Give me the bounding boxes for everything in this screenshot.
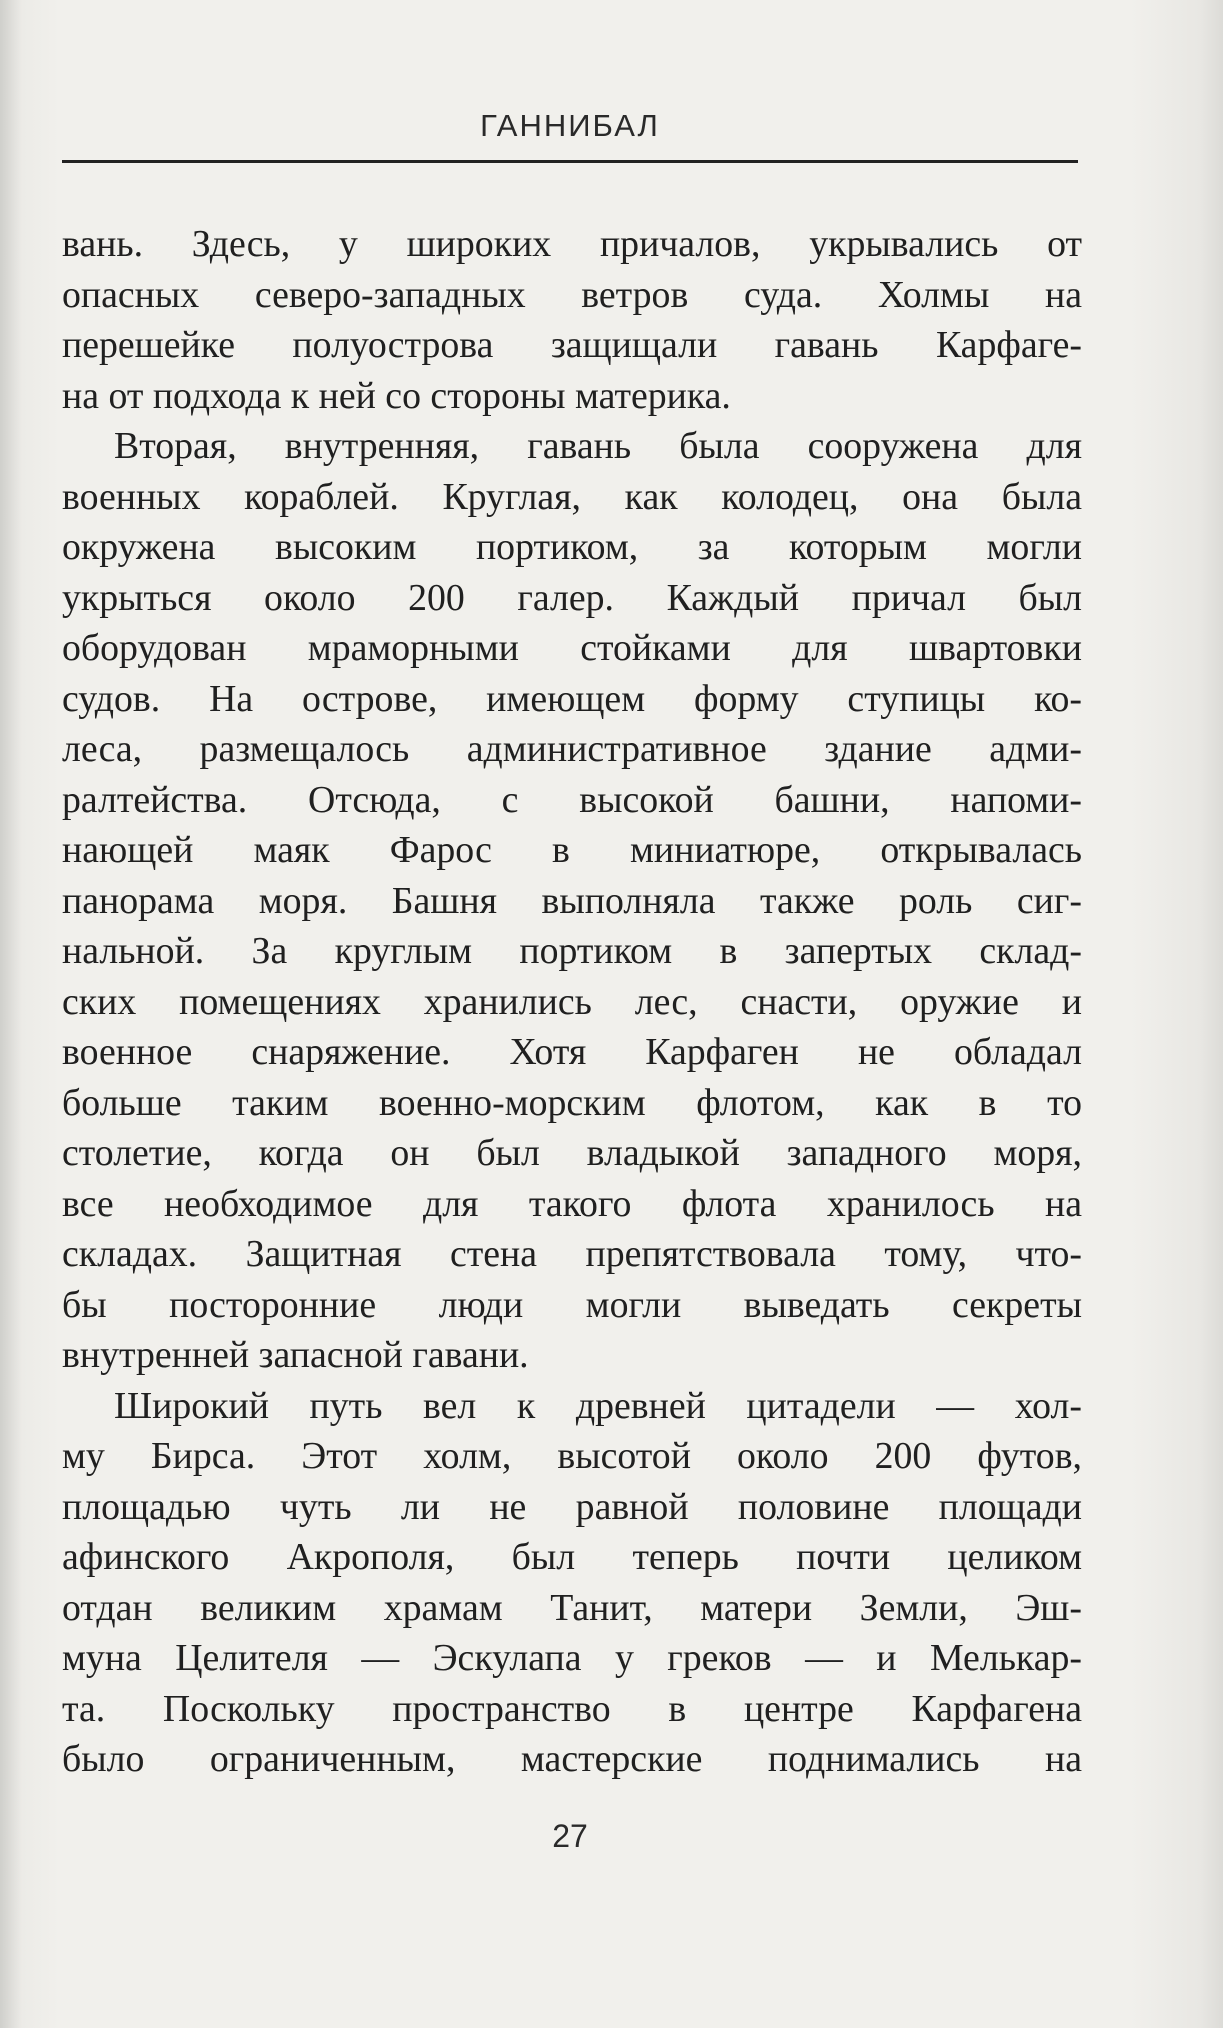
text-line: окружена высоким портиком, за которым могли	[62, 526, 1082, 568]
text-line: та. Поскольку пространство в центре Карфагена	[62, 1687, 1082, 1730]
text-line: оборудован мраморными стойками для швартовки	[62, 627, 1082, 669]
text-line: все необходимое для такого флота хранилось на	[62, 1182, 1082, 1225]
text-line: площадью чуть ли не равной половине площади	[62, 1485, 1082, 1528]
page-number: 27	[552, 1818, 588, 1854]
text-line: ских помещениях хранились лес, снасти, оружие и	[62, 980, 1082, 1023]
text-line: бы посторонние люди могли выведать секреты	[62, 1283, 1082, 1326]
text-line: нающей маяк Фарос в миниатюре, открывалась	[62, 829, 1082, 871]
text-line: отдан великим храмам Танит, матери Земли, Эш-	[62, 1586, 1082, 1629]
text-line: военное снаряжение. Хотя Карфаген не обладал	[62, 1031, 1082, 1073]
text-line: было ограниченным, мастерские поднимались на	[62, 1738, 1082, 1780]
text-line: на от подхода к ней со стороны материка.	[62, 374, 731, 417]
text-line: внутренней запасной гавани.	[62, 1334, 529, 1376]
text-line: столетие, когда он был владыкой западного моря,	[62, 1132, 1082, 1174]
text-line: опасных северо-западных ветров суда. Холмы на	[62, 273, 1082, 316]
running-head: ГАННИБАЛ	[480, 108, 660, 143]
header-rule	[62, 160, 1078, 163]
text-line: нальной. За круглым портиком в запертых склад-	[62, 930, 1082, 972]
text-line: афинского Акрополя, был теперь почти целиком	[62, 1536, 1082, 1578]
text-line: военных кораблей. Круглая, как колодец, она была	[62, 475, 1082, 518]
text-line: му Бирса. Этот холм, высотой около 200 футов,	[62, 1435, 1082, 1477]
text-line: леса, размещалось административное здание адми-	[62, 728, 1082, 770]
text-line: панорама моря. Башня выполняла также роль сиг-	[62, 879, 1082, 922]
text-line: складах. Защитная стена препятствовала тому, что-	[62, 1233, 1082, 1275]
text-line: муна Целителя — Эскулапа у греков — и Мелькар-	[62, 1637, 1082, 1679]
body-text	[62, 219, 1082, 1785]
text-line: вань. Здесь, у широких причалов, укрывались от	[62, 223, 1082, 265]
text-line: укрыться около 200 галер. Каждый причал был	[62, 576, 1082, 619]
text-line: перешейке полуострова защищали гавань Карфаге-	[62, 324, 1082, 366]
text-line: Широкий путь вел к древней цитадели — хол-	[114, 1384, 1082, 1427]
text-line: Вторая, внутренняя, гавань была сооружена для	[114, 425, 1082, 467]
text-line: судов. На острове, имеющем форму ступицы ко-	[62, 677, 1082, 720]
text-line: ралтейства. Отсюда, с высокой башни, напоми-	[62, 778, 1082, 821]
text-line: больше таким военно-морским флотом, как в то	[62, 1081, 1082, 1124]
